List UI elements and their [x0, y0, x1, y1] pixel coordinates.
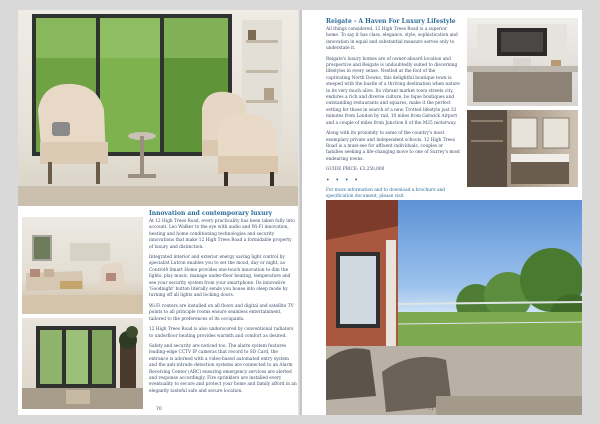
- balcony-photo: [326, 200, 582, 415]
- right-page: [302, 10, 582, 415]
- left-paragraph-3: Wi-Fi routers are installed on all floors and digital and satellite TV points to all principle rooms ensure seamless entertainment, tailored to the preferences of its occupants.: [149, 303, 294, 322]
- living-room-photo: [18, 10, 300, 206]
- right-paragraph-1: All things considered, 12 High Trees Road is a superior home. To say it has class, elegance, style, sophistication and innovation in equal and substantial measure serves only to understate it.: [326, 27, 458, 52]
- contact-info: For more information and to download a brochure and specification document, please visit: [326, 187, 446, 200]
- right-paragraph-2: Reigate's luxury homes are of owner-aboard location and prospective and Reigate is undoubtedly suited to discerning lifestyles in every sense. Nestled at the foot of the captivating North Downs, this delightful boutique town is steeped with the bustle of a thriving destination when nature in its very much alive. Its vibrant market town streets city, endures a rich and diverse culture, bo tique boutiques and outstanding restaurants and squares, make it the perfect setting for those in search of a new. Trotted lifestyle just 32 minutes from London by rail, 10 miles from Gatwick Airport and a couple of miles from Junction 8 of the M25 motorway.: [326, 56, 460, 126]
- lounge-photo: [22, 217, 143, 314]
- left-page: [18, 10, 300, 415]
- right-article: [326, 18, 460, 218]
- left-paragraph-5: Safety and security are noticed too. The alarm system features leading-edge CCTV IP cameras that record to SD Card, the entrance is adorned with a video-based automated entry system and the anti-intrude detection systems are connected to an Alarm Receiving Center (ARC) ensuring emergency services are alerted and response accordingly. Fire sprinklers are installed every eventuality to secure and protect your home and family afford in an elegantly tasteful safe and secure location.: [149, 343, 297, 394]
- left-paragraph-2: Integrated interior and exterior energy saving light control by specialist Lutron enables you to set the mood, day or night, as Control4 Smart Home provides one-touch innovation to dim the lights, play music, manage under-floor heating, temperature and see your security system from your smartphone. Its innovative 'Goodnight' button literally sends you house into sleep mode by turning off all lights and locking doors.: [149, 255, 291, 299]
- left-page-number: 70: [156, 407, 162, 412]
- hallway-photo: [22, 318, 143, 409]
- left-paragraph-1: At 12 High Trees Road, every practicality has been taken fully into account. Leo Walker to the eye with audio and Wi-Fi innovation, heating and home conditioning technologies and security innovations that make 12 High Trees Road a formidable property of luxury and distinction.: [149, 219, 295, 250]
- divider-dots: • • • •: [326, 176, 360, 184]
- bathroom-photo: [467, 110, 578, 187]
- kitchen-photo: [467, 18, 578, 106]
- guide-price: GUIDE PRICE: £3,250,000: [326, 167, 385, 173]
- right-paragraph-3: Along with its proximity to some of the country's most exemplary private and independent schools, 12 High Trees Road is a must-see for affluent individuals, couples or families seeking a life-changing move to one of Surrey's most endearing towns.: [326, 131, 461, 162]
- left-article: [149, 210, 297, 399]
- left-heading: Innovation and contemporary luxury: [149, 210, 273, 217]
- right-page-number: 71: [428, 407, 434, 412]
- right-heading: Reigate - A Haven For Luxury Lifestyle: [326, 18, 456, 25]
- left-paragraph-4: 12 High Trees Road is also underscored by conventional radiators to underfloor heating provides warmth and comfort as desired.: [149, 327, 294, 339]
